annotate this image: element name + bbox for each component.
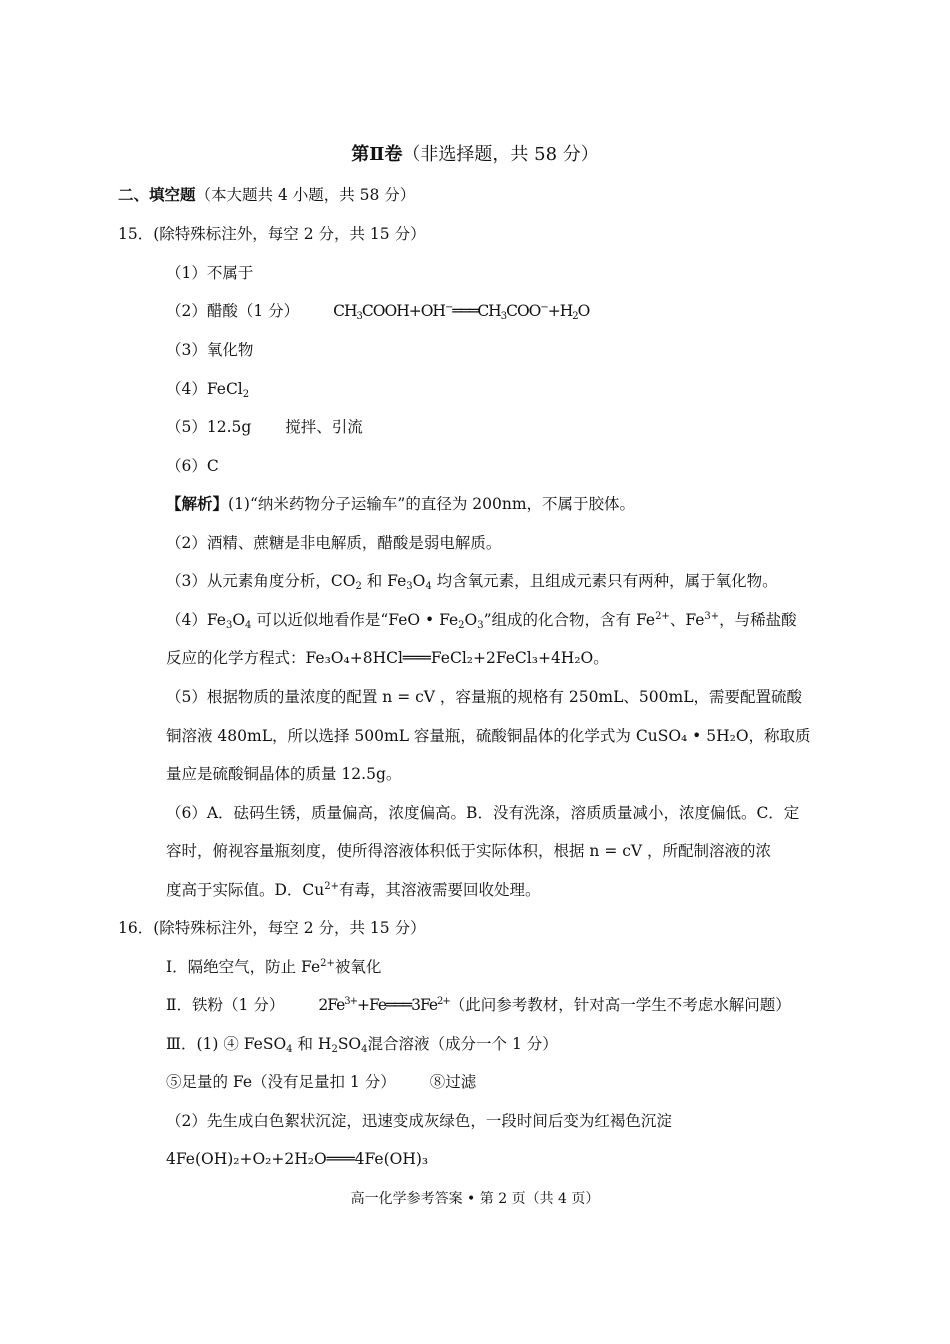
analysis-3-b: 和 Fe [366, 572, 407, 590]
analysis-4-d: O [464, 611, 478, 629]
q16-part-i-b: 被氧化 [334, 958, 382, 976]
section-heading-label: 二、填空题 [118, 185, 196, 204]
q15-answer-6: （6）C [166, 457, 219, 475]
analysis-3-c: O [412, 572, 426, 590]
analysis-3-a: （3）从元素角度分析，CO [166, 572, 356, 590]
q16-step-8: ⑧过滤 [429, 1073, 477, 1091]
q15-answer-3: （3）氧化物 [166, 341, 254, 359]
analysis-4-g: ，与稀盐酸 [719, 611, 797, 629]
q16-part-ii-text: Ⅱ．铁粉（1 分） [166, 996, 285, 1014]
analysis-4-b: O [232, 611, 246, 629]
q15-answer-2-text: （2）醋酸（1 分） [166, 302, 300, 320]
analysis-4-e: ”组成的化合物，含有 Fe [483, 611, 656, 629]
q15-analysis-5-line-2: 铜溶液 480mL，所以选择 500mL 容量瓶，硫酸铜晶体的化学式为 CuSO₄ • 5H₂O，称取质 [166, 727, 811, 745]
q15-answer-5-text: 搅拌、引流 [285, 418, 363, 436]
q16-part-iii-equation: 4Fe(OH)₂+O₂+2H₂O═══4Fe(OH)₃ [166, 1150, 429, 1168]
q16-part-ii [166, 995, 791, 1015]
q16-part-i-a: Ⅰ．隔绝空气，防止 Fe [166, 958, 321, 976]
q16-part-ii-equation: $2Fe^{3+}+Fe═══3Fe^{2+}$ [318, 996, 450, 1014]
q15-answer-5-value: （5）12.5g [166, 418, 252, 436]
question-16-label: 16．(除特殊标注外，每空 2 分，共 15 分） [118, 919, 426, 937]
page-footer: 高一化学参考答案 • 第 2 页（共 4 页） [350, 1191, 600, 1207]
q16-part-iii-steps [166, 1072, 476, 1092]
q16-part-iii-1: Ⅲ．(1) ④ FeSO$_4$ 和 $H_2SO_4$混合溶液（成分一个 1 分） [166, 1035, 558, 1055]
q15-answer-2-equation: $CH_3COOH+OH^-═══CH_3COO^-+H_2O$ [333, 302, 590, 322]
analysis-6-line-3-a: 度高于实际值。D．Cu [166, 881, 325, 899]
question-15-label: 15．(除特殊标注外，每空 2 分，共 15 分） [118, 225, 426, 243]
title-rest: （非选择题，共 58 分） [402, 144, 599, 165]
q16-step-5: ⑤足量的 Fe（没有足量扣 1 分） [166, 1073, 396, 1091]
q16-part-ii-note: （此问参考教材，针对高一学生不考虑水解问题） [449, 996, 791, 1014]
q16-part-iii-2: （2）先生成白色絮状沉淀，迅速变成灰绿色，一段时间后变为红褐色沉淀 [166, 1112, 672, 1130]
q15-answer-5 [166, 417, 363, 437]
analysis-6-line-3-b: 有毒，其溶液需要回收处理。 [339, 881, 541, 899]
page-title [0, 143, 950, 167]
q15-answer-1: （1）不属于 [166, 264, 254, 282]
section-heading-note: （本大题共 4 小题，共 58 分） [195, 186, 416, 204]
q15-analysis-5-line-3: 量应是硫酸铜晶体的质量 12.5g。 [166, 765, 402, 783]
q16-part-iii-1-b: 和 H [297, 1035, 332, 1053]
q15-analysis-6-line-3: 度高于实际值。D．$Cu^{2+}$有毒，其溶液需要回收处理。 [166, 881, 541, 899]
q15-analysis-6-line-1: （6）A．砝码生锈，质量偏高，浓度偏高。B．没有洗涤，溶质质量减小，浓度偏低。C．定 [166, 804, 800, 822]
q16-part-i: Ⅰ．隔绝空气，防止 $Fe^{2+}$被氧化 [166, 958, 382, 976]
q16-part-iii-1-d: 混合溶液（成分一个 1 分） [367, 1035, 558, 1053]
analysis-4-c: 可以近似地看作是“FeO • Fe [256, 611, 459, 629]
q16-part-iii-1-a: Ⅲ．(1) ④ FeSO [166, 1035, 287, 1053]
q16-part-iii-1-c: SO [337, 1035, 362, 1053]
analysis-4-f: 、Fe [669, 611, 705, 629]
q15-analysis-4: $(4)Fe_3O_4$ 可以近似地看作是“FeO • $Fe_2O_3$”组成的化合物，含有 $Fe^{2+}$、$Fe^{3+}$，与稀盐酸 [166, 611, 797, 631]
q15-analysis-5-line-1: （5）根据物质的量浓度的配置 n = cV ，容量瓶的规格有 250mL、500mL，需要配置硫酸 [166, 688, 802, 706]
q15-analysis-6-line-2: 容时，俯视容量瓶刻度，使所得溶液体积低于实际体积，根据 n = cV ，所配制溶液的浓 [166, 842, 772, 860]
q15-analysis-3: （3）从元素角度分析，$CO_2$ 和 $Fe_3O_4$ 均含氧元素，且组成元素只有两种，属于氧化物。 [166, 572, 778, 592]
analysis-4-a: （4）Fe [166, 611, 226, 629]
section-heading [118, 185, 415, 205]
analysis-1-text: (1)“纳米药物分子运输车”的直径为 200nm，不属于胶体。 [228, 495, 636, 513]
analysis-tag: 【解析】 [166, 494, 229, 513]
q15-answer-4: （4）FeCl$_2$ [166, 380, 250, 400]
q15-answer-2 [166, 301, 589, 321]
analysis-3-d: 均含氧元素，且组成元素只有两种，属于氧化物。 [436, 572, 778, 590]
q15-answer-4-text: （4）FeCl [166, 380, 243, 398]
q15-analysis-2: （2）酒精、蔗糖是非电解质，醋酸是弱电解质。 [166, 534, 502, 552]
title-part: 第Ⅱ卷 [351, 144, 403, 165]
q15-analysis-4-equation: 反应的化学方程式：Fe₃O₄+8HCl═══FeCl₂+2FeCl₃+4H₂O。 [166, 649, 609, 667]
q15-analysis-1 [166, 494, 635, 514]
